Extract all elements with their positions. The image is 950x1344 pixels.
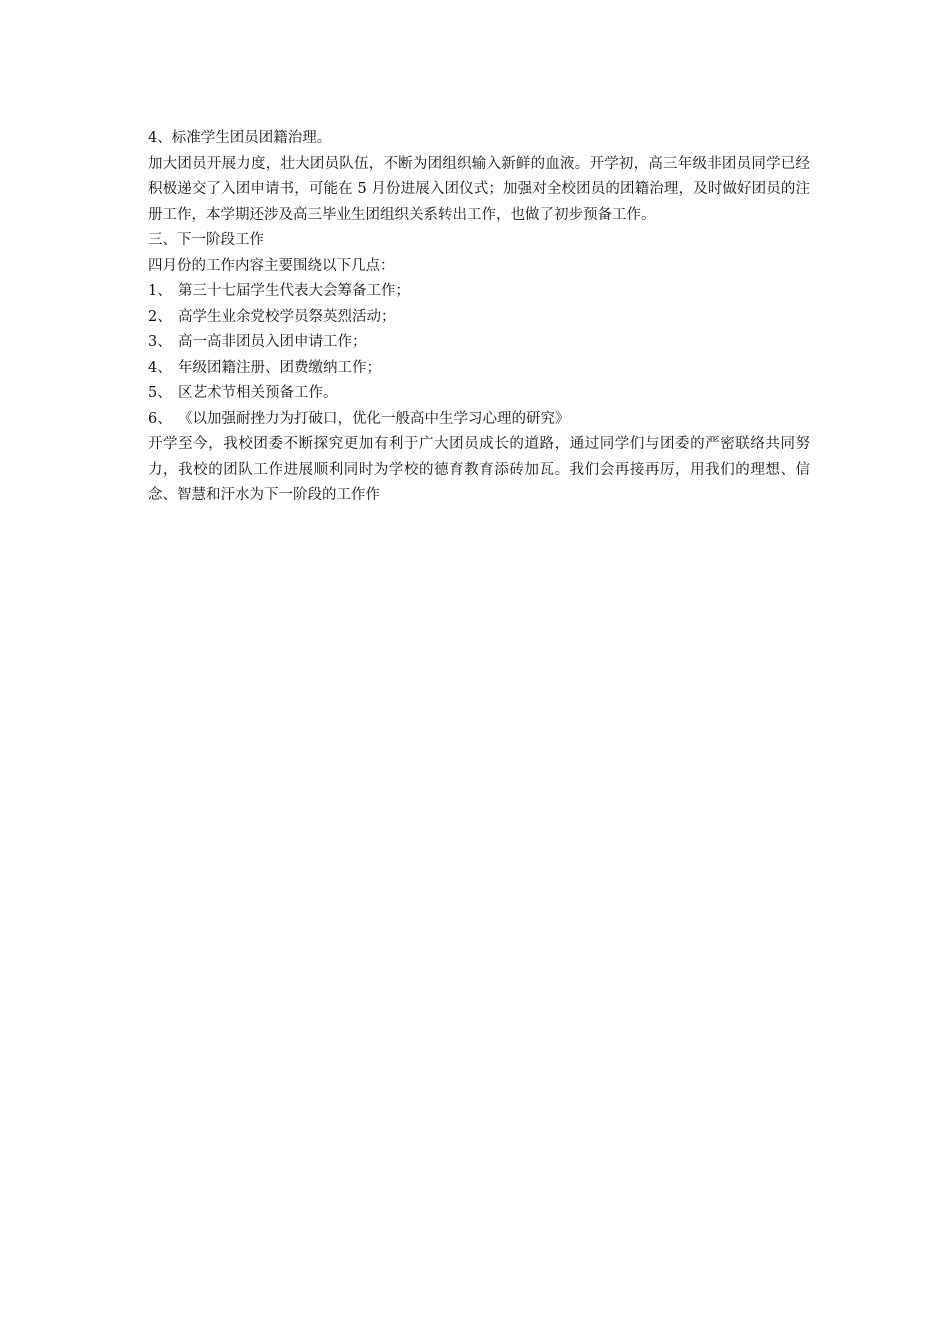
intro-text: 四月份的工作内容主要围绕以下几点： xyxy=(148,257,395,274)
list-item-number: 3、 xyxy=(148,334,172,350)
paragraph-closing: 开学至今，我校团委不断探究更加有利于广大团员成长的道路，通过同学们与团委的严密联络共同努力，我校的团队工作进展顺利同时为学校的德育教育添砖加瓦。我们会再接再厉，用我们的理想、信念、智慧和汗水为下一阶段的工作作 xyxy=(148,436,810,503)
list-item xyxy=(144,305,810,331)
list-item xyxy=(144,279,810,305)
list-item xyxy=(144,356,810,382)
list-item-number: 2、 xyxy=(148,308,172,325)
list-item-number: 1、 xyxy=(148,283,172,299)
list-item-text: 高学生业余党校学员祭英烈活动； xyxy=(178,308,396,325)
list-item-text: 高一高非团员入团申请工作； xyxy=(178,334,367,350)
list-item-text: 《以加强耐挫力为打破口，优化一般高中生学习心理的研究》 xyxy=(178,410,570,427)
list-item-text: 第三十七届学生代表大会筹备工作； xyxy=(178,283,410,299)
list-item-number: 6、 xyxy=(148,410,172,427)
list-item xyxy=(144,407,810,433)
list-item xyxy=(144,381,810,407)
list-item xyxy=(144,330,810,356)
list-item-number: 5、 xyxy=(148,385,172,401)
list-item-text: 年级团籍注册、团费缴纳工作； xyxy=(178,359,381,376)
paragraph-membership: 加大团员开展力度，壮大团员队伍，不断为团组织输入新鲜的血液。开学初，高三年级非团员同学已经积极递交了入团申请书，可能在 5 月份进展入团仪式；加强对全校团员的团籍治理，及时做好团员的注册工作，本学期还涉及高三毕业生团组织关系转出工作，也做了初步预备工作。 xyxy=(148,155,810,223)
document-body xyxy=(144,126,810,509)
list-item-number: 4、 xyxy=(148,359,172,376)
heading-section-4: 4、标准学生团员团籍治理。 xyxy=(148,130,332,146)
list-item-text: 区艺术节相关预备工作。 xyxy=(178,385,338,401)
heading-section-3: 三、下一阶段工作 xyxy=(148,232,264,248)
